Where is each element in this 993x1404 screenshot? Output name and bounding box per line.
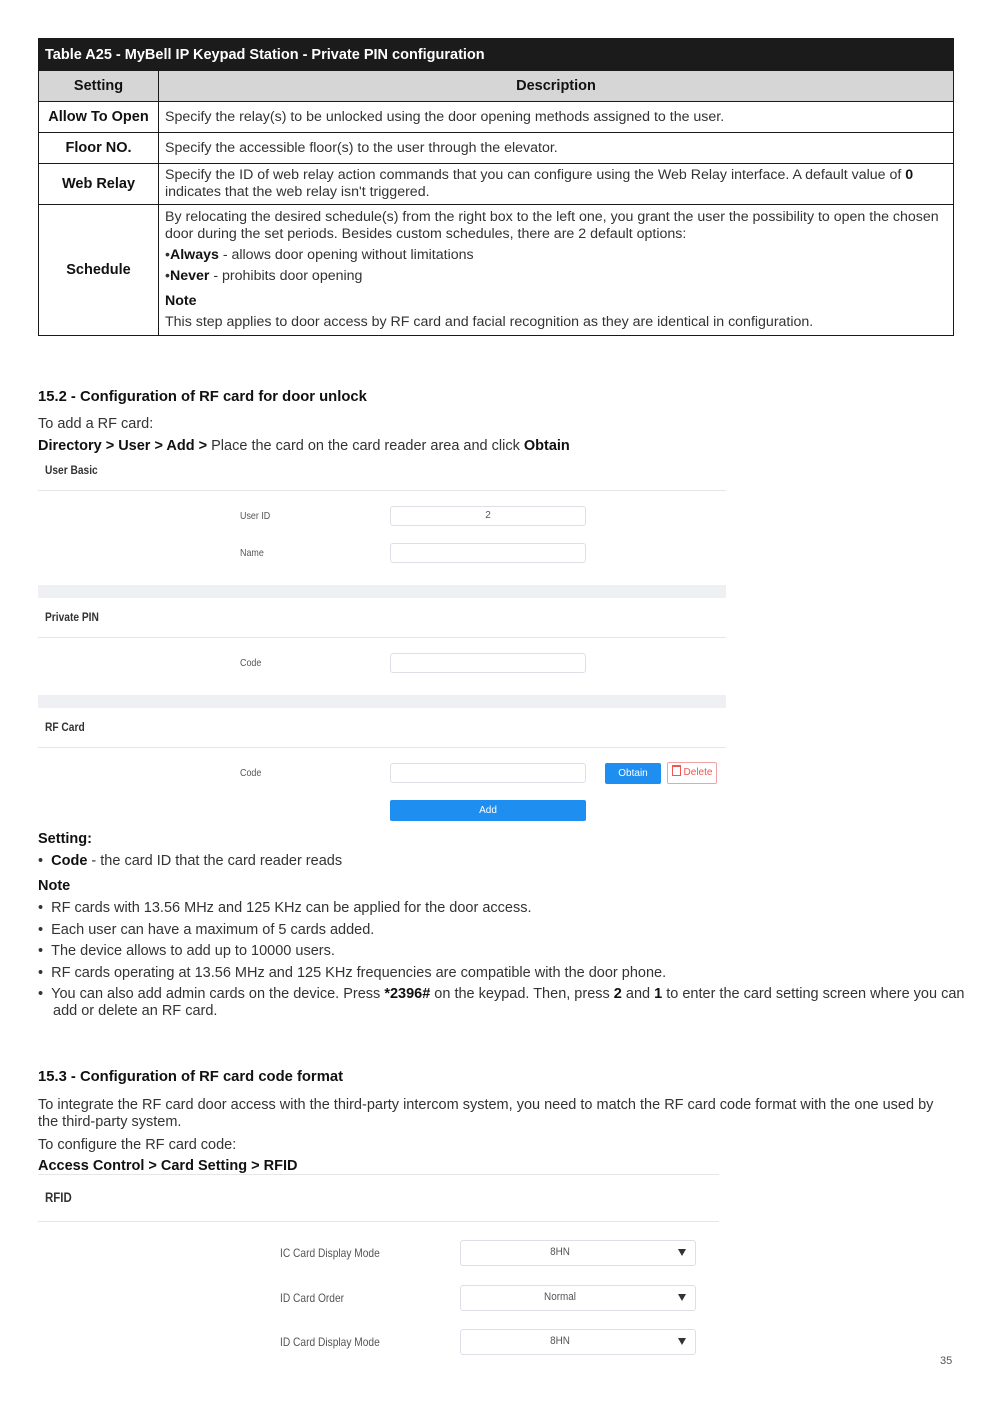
- id-card-order-select[interactable]: Normal: [460, 1285, 696, 1311]
- description-cell: Specify the relay(s) to be unlocked using the door opening methods assigned to the user.: [159, 102, 954, 133]
- user-basic-header: User Basic: [45, 463, 98, 477]
- section-heading: 15.3 - Configuration of RF card code format: [38, 1069, 344, 1085]
- id-card-display-select[interactable]: 8HN: [460, 1329, 696, 1355]
- delete-button[interactable]: Delete: [667, 762, 717, 784]
- table-row: [39, 102, 954, 133]
- bullet-never: •Never - prohibits door opening: [165, 268, 363, 284]
- setting-code-item: • Code - the card ID that the card reader reads: [38, 853, 343, 869]
- section-band: [38, 585, 726, 598]
- col-setting-header: Setting: [39, 71, 159, 102]
- setting-cell: Schedule: [39, 205, 159, 336]
- section-paragraph: To integrate the RF card door access with the third-party intercom system, you need to match the RF card code format with the one used by the third-party system.: [38, 1097, 934, 1130]
- rf-card-header: RF Card: [45, 720, 85, 734]
- note-title: Note: [38, 878, 71, 894]
- note-item: • You can also add admin cards on the device. Press *2396# on the keypad. Then, press 2 and 1 to enter the card setting screen where you can add or delete an RF card.: [38, 986, 965, 1019]
- description-cell: By relocating the desired schedule(s) from the right box to the left one, you grant the user the possibility to open the chosen door during the set periods. Besides custom schedules, there are 2 default options: •Always - allows door opening without limitations •Never - prohibits door opening Note This step applies to door access by RF card and facial recognition as they are identical in configuration.: [159, 205, 954, 336]
- note-item: • RF cards operating at 13.56 MHz and 125 KHz frequencies are compatible with the door phone.: [38, 965, 667, 981]
- setting-cell: Floor NO.: [39, 133, 159, 164]
- note-item: • Each user can have a maximum of 5 cards added.: [38, 922, 375, 938]
- rfid-header: RFID: [45, 1190, 72, 1205]
- pin-code-label: Code: [240, 657, 262, 669]
- trash-icon: [672, 765, 681, 776]
- name-label: Name: [240, 547, 264, 559]
- ic-card-display-label: IC Card Display Mode: [280, 1246, 380, 1260]
- table-row: [39, 164, 954, 205]
- id-card-order-label: ID Card Order: [280, 1291, 345, 1305]
- page-number: 35: [940, 1355, 953, 1367]
- note-item: • The device allows to add up to 10000 users.: [38, 943, 335, 959]
- pin-code-input[interactable]: [390, 653, 586, 673]
- section-heading: 15.2 - Configuration of RF card for door unlock: [38, 389, 367, 405]
- navigation-path: Access Control > Card Setting > RFID: [38, 1158, 298, 1174]
- navigation-path: Directory > User > Add > Place the card on the card reader area and click Obtain: [38, 438, 570, 454]
- divider: [38, 1174, 719, 1175]
- caret-down-icon: [678, 1294, 686, 1301]
- divider: [38, 1221, 719, 1222]
- table-row: [39, 133, 954, 164]
- section-band: [38, 695, 726, 708]
- table-row: [39, 205, 954, 336]
- description-cell: Specify the ID of web relay action commands that you can configure using the Web Relay interface. A default value of 0 indicates that the web relay isn't triggered.: [159, 164, 954, 205]
- rf-code-label: Code: [240, 767, 262, 779]
- ic-card-display-select[interactable]: 8HN: [460, 1240, 696, 1266]
- note-item: • RF cards with 13.56 MHz and 125 KHz can be applied for the door access.: [38, 900, 532, 916]
- setting-cell: Web Relay: [39, 164, 159, 205]
- divider: [38, 490, 726, 491]
- bullet-always: •Always - allows door opening without limitations: [165, 247, 474, 263]
- obtain-button[interactable]: Obtain: [605, 763, 661, 784]
- table-title: Table A25 - MyBell IP Keypad Station - Private PIN configuration: [39, 39, 954, 71]
- caret-down-icon: [678, 1338, 686, 1345]
- description-cell: Specify the accessible floor(s) to the user through the elevator.: [159, 133, 954, 164]
- section-intro: To add a RF card:: [38, 416, 154, 432]
- caret-down-icon: [678, 1249, 686, 1256]
- note-text: This step applies to door access by RF card and facial recognition as they are identical in configuration.: [165, 314, 814, 330]
- name-input[interactable]: [390, 543, 586, 563]
- user-id-label: User ID: [240, 510, 271, 522]
- pin-config-table: [38, 38, 954, 336]
- setting-cell: Allow To Open: [39, 102, 159, 133]
- note-title: Note: [165, 293, 197, 309]
- user-id-input[interactable]: 2: [390, 506, 586, 526]
- setting-title: Setting:: [38, 831, 92, 847]
- divider: [38, 747, 726, 748]
- divider: [38, 637, 726, 638]
- add-button[interactable]: Add: [390, 800, 586, 821]
- col-description-header: Description: [159, 71, 954, 102]
- private-pin-header: Private PIN: [45, 610, 99, 624]
- id-card-display-label: ID Card Display Mode: [280, 1335, 380, 1349]
- rf-code-input[interactable]: [390, 763, 586, 783]
- section-intro: To configure the RF card code:: [38, 1137, 237, 1153]
